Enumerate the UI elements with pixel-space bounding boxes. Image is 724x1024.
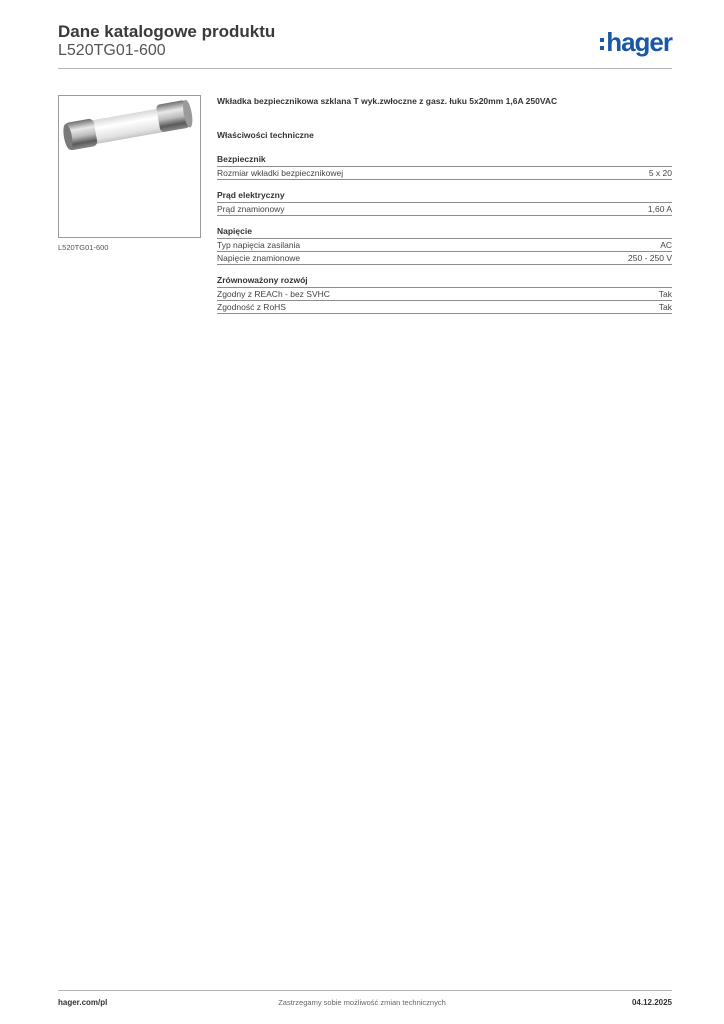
footer-website-link[interactable]: hager.com/pl bbox=[58, 998, 108, 1007]
spec-group-title: Zrównoważony rozwój bbox=[217, 275, 308, 285]
spec-value: 250 - 250 V bbox=[628, 253, 672, 263]
spec-group-sustainability bbox=[217, 275, 672, 314]
spec-row bbox=[217, 251, 672, 265]
product-image bbox=[58, 95, 201, 238]
fuse-icon bbox=[59, 96, 200, 237]
logo-text: hager bbox=[606, 27, 672, 57]
spec-group-voltage bbox=[217, 226, 672, 265]
product-description: Wkładka bezpiecznikowa szklana T wyk.zwłoczne z gasz. łuku 5x20mm 1,6A 250VAC bbox=[217, 96, 558, 106]
image-caption: L520TG01-600 bbox=[58, 243, 109, 252]
footer-divider bbox=[58, 990, 672, 991]
spec-row bbox=[217, 202, 672, 216]
spec-value: AC bbox=[660, 240, 672, 250]
spec-label: Typ napięcia zasilania bbox=[217, 240, 301, 250]
spec-row bbox=[217, 287, 672, 300]
spec-value: Tak bbox=[658, 289, 672, 299]
spec-group-title: Prąd elektryczny bbox=[217, 190, 285, 200]
product-reference: L520TG01-600 bbox=[58, 42, 166, 59]
header-divider bbox=[58, 68, 672, 69]
spec-value: Tak bbox=[658, 302, 672, 312]
spec-label: Rozmiar wkładki bezpiecznikowej bbox=[217, 168, 344, 178]
spec-label: Napięcie znamionowe bbox=[217, 253, 301, 263]
spec-group-title: Bezpiecznik bbox=[217, 154, 266, 164]
spec-row bbox=[217, 300, 672, 314]
spec-group-fuse bbox=[217, 154, 672, 180]
section-title: Właściwości techniczne bbox=[217, 130, 314, 140]
spec-row bbox=[217, 166, 672, 180]
spec-label: Zgodność z RoHS bbox=[217, 302, 286, 312]
product-details bbox=[217, 96, 672, 314]
spec-label: Prąd znamionowy bbox=[217, 204, 285, 214]
spec-value: 1,60 A bbox=[647, 204, 672, 214]
hager-logo bbox=[600, 28, 672, 56]
spec-group-current bbox=[217, 190, 672, 216]
footer-disclaimer: Zastrzegamy sobie możliwość zmian technicznych bbox=[278, 998, 446, 1007]
footer-date: 04.12.2025 bbox=[631, 998, 672, 1007]
spec-row bbox=[217, 238, 672, 251]
logo-dots-icon bbox=[600, 38, 604, 50]
page-title: Dane katalogowe produktu bbox=[58, 22, 276, 41]
spec-group-title: Napięcie bbox=[217, 226, 252, 236]
spec-label: Zgodny z REACh - bez SVHC bbox=[217, 289, 330, 299]
spec-value: 5 x 20 bbox=[648, 168, 672, 178]
page-header bbox=[58, 20, 672, 70]
